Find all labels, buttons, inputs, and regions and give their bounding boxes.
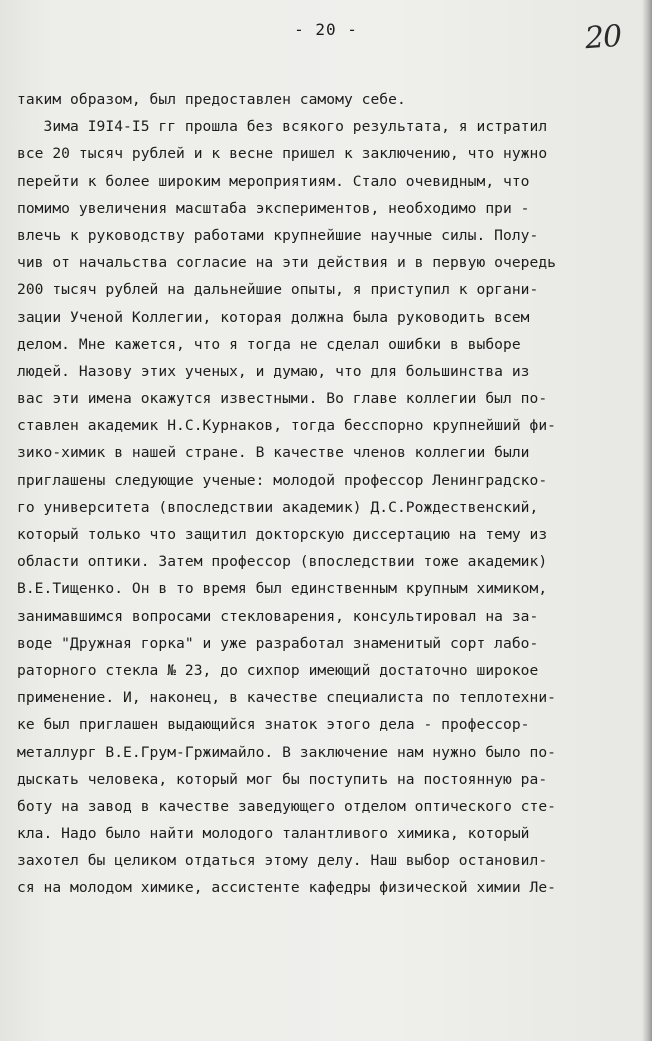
- text-line: боту на завод в качестве заведующего отделом оптического сте-: [17, 797, 557, 815]
- text-line: все 20 тысяч рублей и к весне пришел к заключению, что нужно: [17, 145, 548, 163]
- text-line: ке был приглашен выдающийся знаток этого дела - профессор-: [17, 716, 530, 734]
- text-line: занимавшимся вопросами стекловарения, консультировал на за-: [17, 607, 539, 625]
- text-line: воде "Дружная горка" и уже разработал знаменитый сорт лабо-: [17, 634, 539, 652]
- text-line: области оптики. Затем профессор (впоследствии тоже академик): [17, 553, 548, 571]
- text-line: делом. Мне кажется, что я тогда не сделал ошибки в выборе: [17, 335, 521, 353]
- text-line: вас эти имена окажутся известными. Во главе коллегии был по-: [17, 390, 548, 408]
- text-line: раторного стекла № 23, до сихпор имеющий достаточно широкое: [17, 661, 539, 679]
- text-line: кла. Надо было найти молодого талантливого химика, который: [17, 825, 530, 843]
- text-line: который только что защитил докторскую диссертацию на тему из: [17, 526, 548, 543]
- text-line: го университета (впоследствии академик) Д.С.Рождественский,: [17, 498, 539, 516]
- text-line: перейти к более широким мероприятиям. Стало очевидным, что: [17, 172, 530, 190]
- text-line: ся на молодом химике, ассистенте кафедры физической химии Ле-: [17, 879, 557, 897]
- text-line: применение. И, наконец, в качестве специалиста по теплотехни-: [17, 689, 557, 707]
- text-line: 200 тысяч рублей на дальнейшие опыты, я приступил к органи-: [17, 281, 539, 299]
- scan-edge-shadow: [642, 0, 652, 1041]
- text-line: зации Ученой Коллегии, которая должна была руководить всем: [17, 308, 530, 326]
- page-number: - 20 -: [294, 20, 358, 39]
- handwritten-page-number: 20: [583, 18, 623, 57]
- text-line: людей. Назову этих ученых, и думаю, что для большинства из: [17, 362, 530, 380]
- text-line: чив от начальства согласие на эти действия и в первую очередь: [17, 254, 557, 272]
- text-line: влечь к руководству работами крупнейшие научные силы. Полу-: [17, 226, 539, 244]
- text-line: металлург В.Е.Грум-Гржимайло. В заключение нам нужно было по-: [17, 743, 557, 761]
- text-line: зико-химик в нашей стране. В качестве членов коллегии были: [17, 444, 530, 462]
- text-line: дыскать человека, который мог бы поступить на постоянную ра-: [17, 770, 548, 788]
- text-line: таким образом, был предоставлен самому себе.: [17, 91, 406, 108]
- text-line: ставлен академик Н.С.Курнаков, тогда бесспорно крупнейший фи-: [17, 417, 557, 435]
- text-line: помимо увеличения масштаба экспериментов, необходимо при -: [17, 199, 530, 217]
- text-line: захотел бы целиком отдаться этому делу. Наш выбор остановил-: [17, 852, 548, 870]
- text-line: приглашены следующие ученые: молодой профессор Ленинградско-: [17, 471, 548, 489]
- text-line: В.Е.Тищенко. Он в то время был единственным крупным химиком,: [17, 580, 548, 598]
- text-line: Зима I9I4-I5 гг прошла без всякого результата, я истратил: [17, 118, 548, 136]
- typewritten-text: [17, 86, 652, 902]
